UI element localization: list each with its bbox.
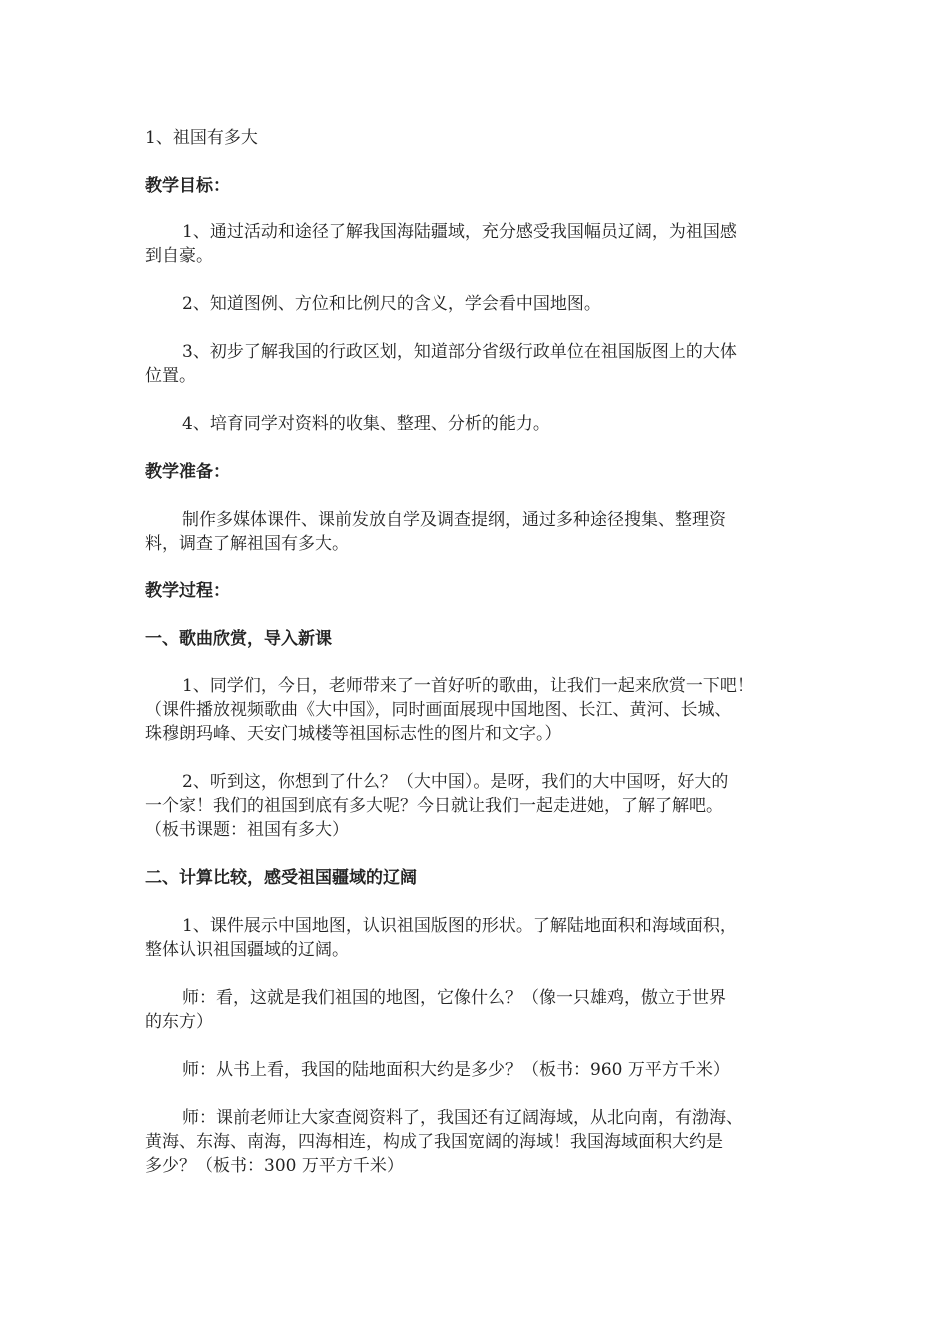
prep-line-1: 制作多媒体课件、课前发放自学及调查提纲，通过多种途径搜集、整理资 xyxy=(182,510,726,530)
section-1-p2-line-3: （板书课题：祖国有多大） xyxy=(145,820,349,840)
section-2-p4-line-2: 黄海、东海、南海，四海相连，构成了我国宽阔的海域！我国海域面积大约是 xyxy=(145,1132,723,1152)
section-2-p2-line-2: 的东方） xyxy=(145,1012,213,1032)
section-2-p3: 师：从书上看，我国的陆地面积大约是多少？（板书：960 万平方千米） xyxy=(182,1060,730,1080)
prep-line-2: 料，调查了解祖国有多大。 xyxy=(145,534,349,554)
objective-1-line-1: 1、通过活动和途径了解我国海陆疆域，充分感受我国幅员辽阔，为祖国感 xyxy=(182,222,737,242)
process-heading: 教学过程： xyxy=(145,581,230,601)
objective-3-line-1: 3、初步了解我国的行政区划，知道部分省级行政单位在祖国版图上的大体 xyxy=(182,342,737,362)
lesson-title: 1、祖国有多大 xyxy=(145,128,258,148)
section-2-heading: 二、计算比较，感受祖国疆域的辽阔 xyxy=(145,868,417,888)
section-2-p4-line-3: 多少？（板书：300 万平方千米） xyxy=(145,1156,404,1176)
objective-4: 4、培育同学对资料的收集、整理、分析的能力。 xyxy=(182,414,550,434)
section-1-p2-line-1: 2、听到这，你想到了什么？（大中国）。是呀，我们的大中国呀，好大的 xyxy=(182,772,729,792)
section-1-p2-line-2: 一个家！我们的祖国到底有多大呢？今日就让我们一起走进她，了解了解吧。 xyxy=(145,796,723,816)
section-1-p1-line-3: 珠穆朗玛峰、天安门城楼等祖国标志性的图片和文字。） xyxy=(145,724,562,744)
section-1-heading: 一、歌曲欣赏，导入新课 xyxy=(145,629,332,649)
objective-2: 2、知道图例、方位和比例尺的含义，学会看中国地图。 xyxy=(182,294,601,314)
objectives-heading: 教学目标： xyxy=(145,176,230,196)
section-2-p4-line-1: 师：课前老师让大家查阅资料了，我国还有辽阔海域，从北向南，有渤海、 xyxy=(182,1108,743,1128)
section-1-p1-line-1: 1、同学们，今日，老师带来了一首好听的歌曲，让我们一起来欣赏一下吧！ xyxy=(182,676,754,696)
section-2-p1-line-1: 1、课件展示中国地图，认识祖国版图的形状。了解陆地面积和海域面积， xyxy=(182,916,737,936)
prep-heading: 教学准备： xyxy=(145,462,230,482)
section-1-p1-line-2: （课件播放视频歌曲《大中国》，同时画面展现中国地图、长江、黄河、长城、 xyxy=(145,700,732,720)
objective-1-line-2: 到自豪。 xyxy=(145,246,213,266)
objective-3-line-2: 位置。 xyxy=(145,366,196,386)
section-2-p1-line-2: 整体认识祖国疆域的辽阔。 xyxy=(145,940,349,960)
section-2-p2-line-1: 师：看，这就是我们祖国的地图，它像什么？（像一只雄鸡，傲立于世界 xyxy=(182,988,726,1008)
